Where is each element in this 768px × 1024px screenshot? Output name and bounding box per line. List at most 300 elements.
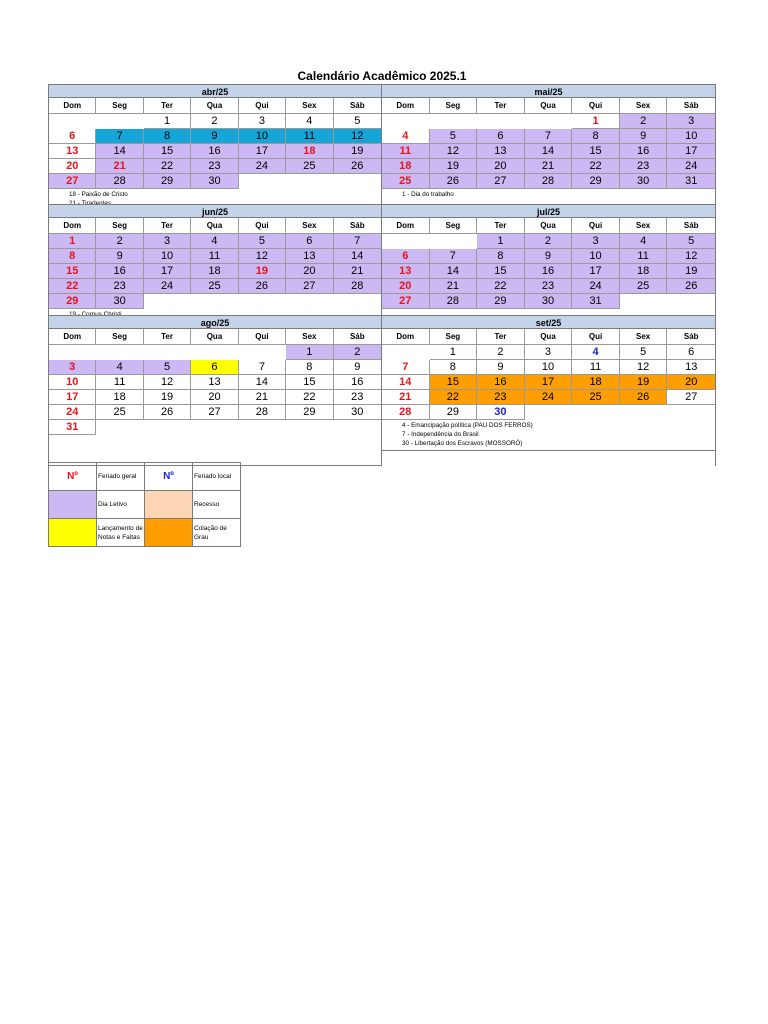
day-cell: 14 xyxy=(239,375,286,390)
day-cell: 14 xyxy=(382,375,430,390)
weekday-header: Sáb xyxy=(334,218,381,234)
day-cell: 1 xyxy=(430,345,478,360)
month-name: ago/25 xyxy=(49,315,381,329)
day-cell: 8 xyxy=(286,360,333,375)
month-name: jul/25 xyxy=(382,204,715,218)
weekday-header: Ter xyxy=(144,98,191,114)
day-grid xyxy=(382,329,715,420)
legend-swatch xyxy=(145,491,193,519)
day-cell: 13 xyxy=(382,264,430,279)
day-cell: 22 xyxy=(477,279,525,294)
weekday-header: Sáb xyxy=(667,218,715,234)
empty-cell xyxy=(667,294,715,309)
day-cell: 1 xyxy=(477,234,525,249)
weekday-header: Qua xyxy=(191,98,238,114)
day-cell: 6 xyxy=(667,345,715,360)
day-cell: 11 xyxy=(96,375,143,390)
day-cell: 25 xyxy=(572,390,620,405)
day-cell: 20 xyxy=(667,375,715,390)
day-cell: 6 xyxy=(477,129,525,144)
day-cell: 17 xyxy=(667,144,715,159)
weekday-header: Sáb xyxy=(667,329,715,345)
day-cell: 23 xyxy=(477,390,525,405)
weekday-header: Seg xyxy=(430,329,478,345)
day-cell: 1 xyxy=(144,114,191,129)
day-cell: 12 xyxy=(667,249,715,264)
day-cell: 3 xyxy=(239,114,286,129)
day-cell: 5 xyxy=(334,114,381,129)
weekday-header: Qui xyxy=(572,329,620,345)
day-cell: 27 xyxy=(286,279,333,294)
weekday-header: Sex xyxy=(286,329,333,345)
holiday-note: 4 - Emancipação política (PAU DOS FERROS) xyxy=(402,422,533,429)
day-cell: 16 xyxy=(477,375,525,390)
weekday-header: Sex xyxy=(286,98,333,114)
legend-label: Feriado geral xyxy=(97,463,145,491)
day-grid xyxy=(49,329,381,435)
day-grid xyxy=(49,218,381,309)
holiday-notes xyxy=(382,420,715,451)
day-cell: 18 xyxy=(620,264,668,279)
day-cell: 14 xyxy=(525,144,573,159)
day-cell: 18 xyxy=(572,375,620,390)
day-cell: 4 xyxy=(620,234,668,249)
day-cell: 8 xyxy=(144,129,191,144)
day-cell: 23 xyxy=(620,159,668,174)
day-cell: 12 xyxy=(239,249,286,264)
legend-swatch xyxy=(49,519,97,547)
day-cell: 6 xyxy=(286,234,333,249)
day-cell: 5 xyxy=(239,234,286,249)
empty-cell xyxy=(286,420,333,435)
day-cell: 4 xyxy=(191,234,238,249)
day-cell: 28 xyxy=(382,405,430,420)
calendar-block-jun-jul xyxy=(48,204,716,322)
day-cell: 11 xyxy=(382,144,430,159)
weekday-header: Qui xyxy=(572,218,620,234)
day-cell: 26 xyxy=(239,279,286,294)
day-cell: 22 xyxy=(430,390,478,405)
empty-cell xyxy=(49,114,96,129)
day-cell: 19 xyxy=(620,375,668,390)
day-cell: 25 xyxy=(382,174,430,189)
month-name: jun/25 xyxy=(49,204,381,218)
day-cell: 22 xyxy=(144,159,191,174)
day-cell: 17 xyxy=(144,264,191,279)
empty-cell xyxy=(572,405,620,420)
empty-cell xyxy=(144,420,191,435)
day-cell: 28 xyxy=(525,174,573,189)
day-cell: 12 xyxy=(430,144,478,159)
weekday-header: Qua xyxy=(525,98,573,114)
day-cell: 10 xyxy=(525,360,573,375)
day-cell: 24 xyxy=(49,405,96,420)
day-cell: 25 xyxy=(96,405,143,420)
day-cell: 6 xyxy=(191,360,238,375)
day-cell: 2 xyxy=(525,234,573,249)
weekday-header: Sáb xyxy=(334,98,381,114)
holiday-note: 18 - Paixão de Cristo xyxy=(69,191,128,198)
weekday-header: Qui xyxy=(239,98,286,114)
day-cell: 18 xyxy=(382,159,430,174)
day-cell: 28 xyxy=(96,174,143,189)
day-cell: 12 xyxy=(620,360,668,375)
day-cell: 16 xyxy=(525,264,573,279)
month-row xyxy=(48,315,716,466)
day-cell: 15 xyxy=(477,264,525,279)
legend-table xyxy=(48,462,241,547)
day-cell: 1 xyxy=(49,234,96,249)
day-cell: 2 xyxy=(96,234,143,249)
day-cell: 9 xyxy=(191,129,238,144)
day-cell: 30 xyxy=(191,174,238,189)
empty-cell xyxy=(286,174,333,189)
legend-label: Colação de Grau xyxy=(193,519,241,547)
day-cell: 9 xyxy=(96,249,143,264)
legend-label: Dia Letivo xyxy=(97,491,145,519)
day-cell: 20 xyxy=(49,159,96,174)
legend-label: Lançamento de Notas e Faltas xyxy=(97,519,145,547)
day-cell: 23 xyxy=(96,279,143,294)
day-cell: 25 xyxy=(191,279,238,294)
weekday-header: Dom xyxy=(382,329,430,345)
weekday-header: Sex xyxy=(620,218,668,234)
day-cell: 2 xyxy=(620,114,668,129)
day-cell: 13 xyxy=(49,144,96,159)
day-cell: 20 xyxy=(477,159,525,174)
day-cell: 29 xyxy=(430,405,478,420)
weekday-header: Qui xyxy=(239,218,286,234)
day-cell: 5 xyxy=(430,129,478,144)
day-cell: 11 xyxy=(620,249,668,264)
weekday-header: Dom xyxy=(49,329,96,345)
weekday-header: Ter xyxy=(144,218,191,234)
day-cell: 30 xyxy=(477,405,525,420)
empty-cell xyxy=(620,294,668,309)
holiday-note: 30 - Libertação dos Escravos (MOSSORÓ) xyxy=(402,439,523,447)
day-cell: 24 xyxy=(144,279,191,294)
day-cell: 27 xyxy=(667,390,715,405)
month-calendar xyxy=(48,204,382,322)
weekday-header: Seg xyxy=(96,329,143,345)
weekday-header: Qua xyxy=(191,329,238,345)
day-cell: 16 xyxy=(191,144,238,159)
day-cell: 11 xyxy=(286,129,333,144)
day-cell: 7 xyxy=(334,234,381,249)
day-cell: 12 xyxy=(334,129,381,144)
day-cell: 29 xyxy=(477,294,525,309)
day-cell: 9 xyxy=(620,129,668,144)
day-cell: 2 xyxy=(334,345,381,360)
day-cell: 3 xyxy=(525,345,573,360)
day-cell: 21 xyxy=(382,390,430,405)
day-cell: 23 xyxy=(525,279,573,294)
month-name: set/25 xyxy=(382,315,715,329)
day-cell: 26 xyxy=(334,159,381,174)
day-cell: 15 xyxy=(430,375,478,390)
day-cell: 5 xyxy=(620,345,668,360)
day-cell: 15 xyxy=(49,264,96,279)
empty-cell xyxy=(525,114,573,129)
empty-cell xyxy=(49,345,96,360)
day-cell: 19 xyxy=(430,159,478,174)
day-cell: 21 xyxy=(239,390,286,405)
month-row xyxy=(48,204,716,322)
day-cell: 22 xyxy=(572,159,620,174)
legend-swatch xyxy=(145,519,193,547)
day-cell: 13 xyxy=(191,375,238,390)
empty-cell xyxy=(191,420,238,435)
page-title: Calendário Acadêmico 2025.1 xyxy=(297,69,467,83)
month-calendar xyxy=(382,84,716,211)
day-cell: 31 xyxy=(49,420,96,435)
day-cell: 10 xyxy=(667,129,715,144)
day-cell: 16 xyxy=(334,375,381,390)
day-cell: 24 xyxy=(525,390,573,405)
weekday-header: Seg xyxy=(96,98,143,114)
day-cell: 19 xyxy=(144,390,191,405)
day-cell: 1 xyxy=(572,114,620,129)
empty-cell xyxy=(191,294,238,309)
day-cell: 2 xyxy=(191,114,238,129)
day-cell: 24 xyxy=(572,279,620,294)
day-cell: 9 xyxy=(334,360,381,375)
day-cell: 26 xyxy=(667,279,715,294)
day-cell: 30 xyxy=(96,294,143,309)
day-cell: 6 xyxy=(382,249,430,264)
calendar-block-aug-sep xyxy=(48,315,716,466)
month-calendar xyxy=(48,315,382,466)
day-cell: 31 xyxy=(572,294,620,309)
day-cell: 7 xyxy=(382,360,430,375)
empty-cell xyxy=(191,345,238,360)
day-cell: 6 xyxy=(49,129,96,144)
day-cell: 27 xyxy=(382,294,430,309)
day-cell: 3 xyxy=(49,360,96,375)
day-cell: 20 xyxy=(286,264,333,279)
day-cell: 21 xyxy=(334,264,381,279)
holiday-note: 7 - Independência do Brasil xyxy=(402,430,479,438)
weekday-header: Dom xyxy=(49,218,96,234)
calendar-block-apr-may xyxy=(48,84,716,211)
day-cell: 29 xyxy=(572,174,620,189)
day-cell: 14 xyxy=(430,264,478,279)
day-cell: 15 xyxy=(572,144,620,159)
day-cell: 16 xyxy=(96,264,143,279)
day-cell: 27 xyxy=(191,405,238,420)
empty-cell xyxy=(477,114,525,129)
day-cell: 30 xyxy=(620,174,668,189)
day-cell: 8 xyxy=(49,249,96,264)
day-cell: 13 xyxy=(286,249,333,264)
legend-swatch: Nº xyxy=(145,463,193,491)
day-cell: 26 xyxy=(430,174,478,189)
day-cell: 10 xyxy=(239,129,286,144)
empty-cell xyxy=(96,345,143,360)
day-cell: 5 xyxy=(667,234,715,249)
day-cell: 31 xyxy=(667,174,715,189)
month-calendar xyxy=(382,315,716,466)
day-cell: 23 xyxy=(334,390,381,405)
day-cell: 13 xyxy=(667,360,715,375)
day-cell: 10 xyxy=(144,249,191,264)
empty-cell xyxy=(382,234,430,249)
day-cell: 24 xyxy=(667,159,715,174)
day-cell: 28 xyxy=(430,294,478,309)
day-cell: 4 xyxy=(286,114,333,129)
day-cell: 29 xyxy=(49,294,96,309)
empty-cell xyxy=(144,294,191,309)
weekday-header: Sáb xyxy=(667,98,715,114)
day-cell: 9 xyxy=(477,360,525,375)
day-cell: 27 xyxy=(477,174,525,189)
day-grid xyxy=(382,218,715,309)
empty-cell xyxy=(96,114,143,129)
day-cell: 25 xyxy=(286,159,333,174)
day-cell: 18 xyxy=(286,144,333,159)
day-cell: 21 xyxy=(96,159,143,174)
weekday-header: Seg xyxy=(430,218,478,234)
day-cell: 8 xyxy=(430,360,478,375)
empty-cell xyxy=(667,405,715,420)
weekday-header: Dom xyxy=(382,98,430,114)
weekday-header: Sex xyxy=(286,218,333,234)
day-cell: 5 xyxy=(144,360,191,375)
empty-cell xyxy=(334,420,381,435)
day-cell: 27 xyxy=(49,174,96,189)
day-cell: 11 xyxy=(191,249,238,264)
weekday-header: Ter xyxy=(477,329,525,345)
day-grid xyxy=(49,98,381,189)
day-cell: 17 xyxy=(49,390,96,405)
day-cell: 24 xyxy=(239,159,286,174)
day-cell: 29 xyxy=(286,405,333,420)
day-cell: 3 xyxy=(667,114,715,129)
empty-cell xyxy=(334,174,381,189)
day-cell: 15 xyxy=(144,144,191,159)
day-cell: 22 xyxy=(49,279,96,294)
weekday-header: Sáb xyxy=(334,329,381,345)
day-cell: 30 xyxy=(334,405,381,420)
empty-cell xyxy=(239,294,286,309)
day-cell: 19 xyxy=(239,264,286,279)
day-cell: 26 xyxy=(620,390,668,405)
weekday-header: Qua xyxy=(191,218,238,234)
day-cell: 7 xyxy=(96,129,143,144)
day-cell: 3 xyxy=(144,234,191,249)
empty-cell xyxy=(286,294,333,309)
day-cell: 19 xyxy=(667,264,715,279)
legend-label: Recesso xyxy=(193,491,241,519)
empty-cell xyxy=(239,174,286,189)
weekday-header: Qui xyxy=(239,329,286,345)
legend-row xyxy=(49,491,241,519)
day-cell: 14 xyxy=(96,144,143,159)
weekday-header: Dom xyxy=(49,98,96,114)
day-cell: 28 xyxy=(334,279,381,294)
day-cell: 20 xyxy=(191,390,238,405)
weekday-header: Ter xyxy=(144,329,191,345)
empty-cell xyxy=(382,345,430,360)
day-grid xyxy=(382,98,715,189)
day-cell: 17 xyxy=(572,264,620,279)
weekday-header: Sex xyxy=(620,329,668,345)
day-cell: 7 xyxy=(525,129,573,144)
day-cell: 9 xyxy=(525,249,573,264)
day-cell: 15 xyxy=(286,375,333,390)
weekday-header: Dom xyxy=(382,218,430,234)
legend-swatch: Nº xyxy=(49,463,97,491)
day-cell: 3 xyxy=(572,234,620,249)
month-name: mai/25 xyxy=(382,84,715,98)
day-cell: 18 xyxy=(96,390,143,405)
weekday-header: Qua xyxy=(525,329,573,345)
day-cell: 2 xyxy=(477,345,525,360)
legend-row xyxy=(49,463,241,491)
day-cell: 28 xyxy=(239,405,286,420)
day-cell: 10 xyxy=(572,249,620,264)
day-cell: 10 xyxy=(49,375,96,390)
day-cell: 4 xyxy=(96,360,143,375)
empty-cell xyxy=(144,345,191,360)
day-cell: 16 xyxy=(620,144,668,159)
empty-cell xyxy=(620,405,668,420)
empty-cell xyxy=(239,345,286,360)
day-cell: 18 xyxy=(191,264,238,279)
day-cell: 17 xyxy=(525,375,573,390)
weekday-header: Ter xyxy=(477,218,525,234)
day-cell: 12 xyxy=(144,375,191,390)
month-name: abr/25 xyxy=(49,84,381,98)
empty-cell xyxy=(239,420,286,435)
empty-cell xyxy=(525,405,573,420)
legend-label: Feriado local xyxy=(193,463,241,491)
empty-cell xyxy=(382,114,430,129)
day-cell: 7 xyxy=(430,249,478,264)
day-cell: 11 xyxy=(572,360,620,375)
day-cell: 21 xyxy=(430,279,478,294)
empty-cell xyxy=(430,234,478,249)
weekday-header: Seg xyxy=(96,218,143,234)
holiday-note: 1 - Dia do trabalho xyxy=(402,191,454,198)
day-cell: 13 xyxy=(477,144,525,159)
month-row xyxy=(48,84,716,211)
day-cell: 26 xyxy=(144,405,191,420)
day-cell: 22 xyxy=(286,390,333,405)
day-cell: 20 xyxy=(382,279,430,294)
weekday-header: Sex xyxy=(620,98,668,114)
day-cell: 8 xyxy=(477,249,525,264)
weekday-header: Qua xyxy=(525,218,573,234)
day-cell: 8 xyxy=(572,129,620,144)
empty-cell xyxy=(430,114,478,129)
day-cell: 30 xyxy=(525,294,573,309)
day-cell: 4 xyxy=(572,345,620,360)
day-cell: 29 xyxy=(144,174,191,189)
day-cell: 4 xyxy=(382,129,430,144)
day-cell: 1 xyxy=(286,345,333,360)
month-calendar xyxy=(48,84,382,211)
weekday-header: Qui xyxy=(572,98,620,114)
day-cell: 14 xyxy=(334,249,381,264)
day-cell: 19 xyxy=(334,144,381,159)
empty-cell xyxy=(96,420,143,435)
day-cell: 7 xyxy=(239,360,286,375)
weekday-header: Seg xyxy=(430,98,478,114)
legend-row xyxy=(49,519,241,547)
day-cell: 23 xyxy=(191,159,238,174)
day-cell: 17 xyxy=(239,144,286,159)
